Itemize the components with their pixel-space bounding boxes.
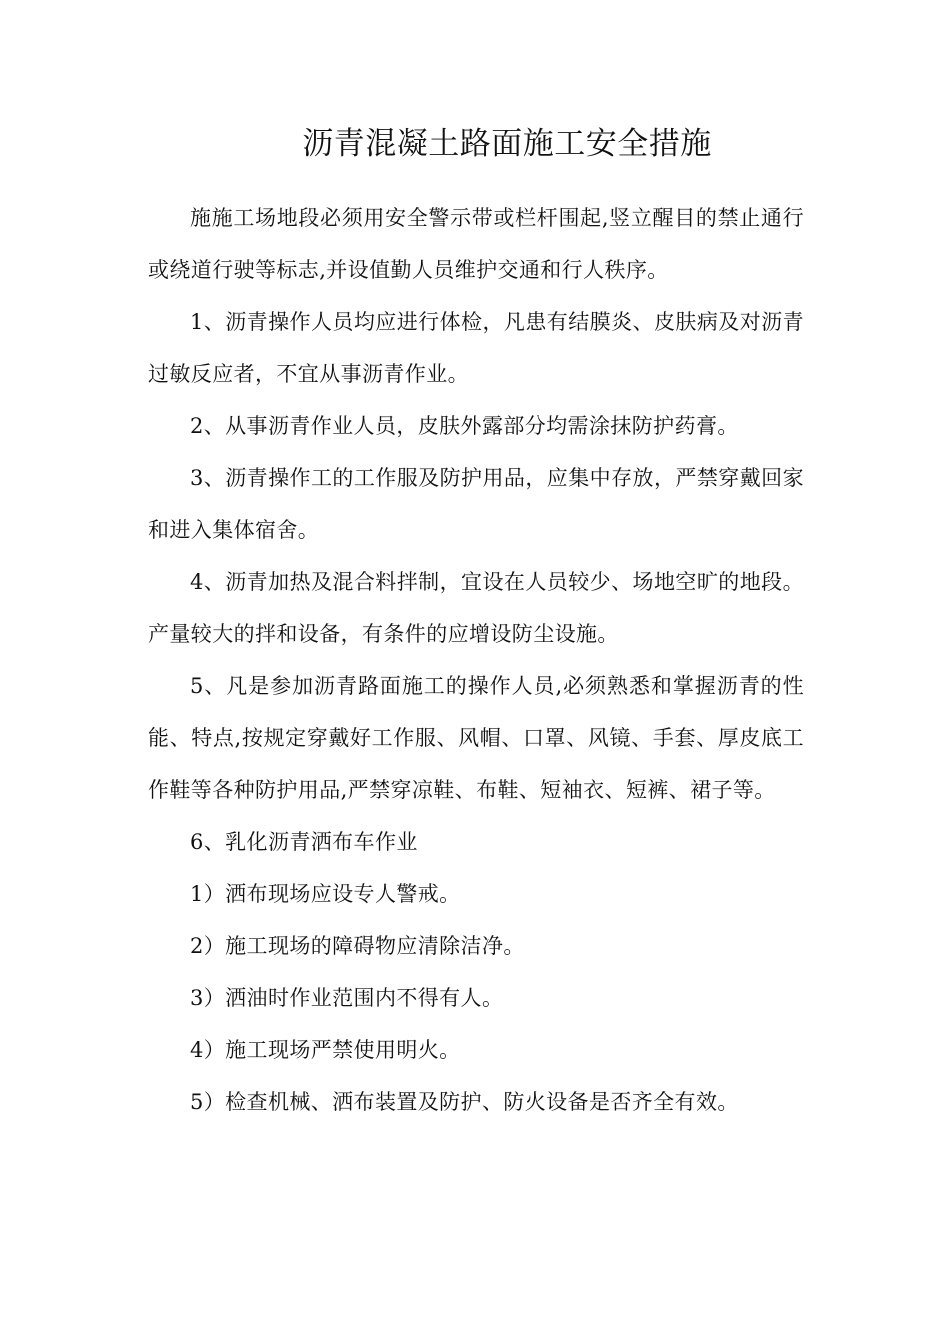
document-title: 沥青混凝土路面施工安全措施 [302,126,712,162]
sub-item-5: 5）检查机械、洒布装置及防护、防火设备是否齐全有效。 [190,1090,739,1114]
paragraph-item-6: 6、乳化沥青洒布车作业 [190,830,418,854]
sub-item-4: 4）施工现场严禁使用明火。 [190,1038,461,1062]
paragraph-item-1: 1、沥青操作人员均应进行体检，凡患有结膜炎、皮肤病及对沥青过敏反应者，不宜从事沥青作业。 [148,310,804,386]
sub-item-3: 3）洒油时作业范围内不得有人。 [190,986,504,1010]
document-page [148,118,804,1128]
paragraph-item-4: 4、沥青加热及混合料拌制，宜设在人员较少、场地空旷的地段。产量较大的拌和设备，有条件的应增设防尘设施。 [148,570,804,646]
paragraph-intro: 施施工场地段必须用安全警示带或栏杆围起,竖立醒目的禁止通行或绕道行驶等标志,并设值勤人员维护交通和行人秩序。 [148,206,804,282]
paragraph-item-5: 5、凡是参加沥青路面施工的操作人员,必须熟悉和掌握沥青的性能、特点,按规定穿戴好工作服、风帽、口罩、风镜、手套、厚皮底工作鞋等各种防护用品,严禁穿凉鞋、布鞋、短袖衣、短裤、裙子等。 [148,674,804,802]
sub-item-2: 2）施工现场的障碍物应清除洁净。 [190,934,525,958]
paragraph-item-3: 3、沥青操作工的工作服及防护用品，应集中存放，严禁穿戴回家和进入集体宿舍。 [148,466,804,542]
sub-item-1: 1）洒布现场应设专人警戒。 [190,882,461,906]
paragraph-item-2: 2、从事沥青作业人员，皮肤外露部分均需涂抹防护药膏。 [190,414,739,438]
